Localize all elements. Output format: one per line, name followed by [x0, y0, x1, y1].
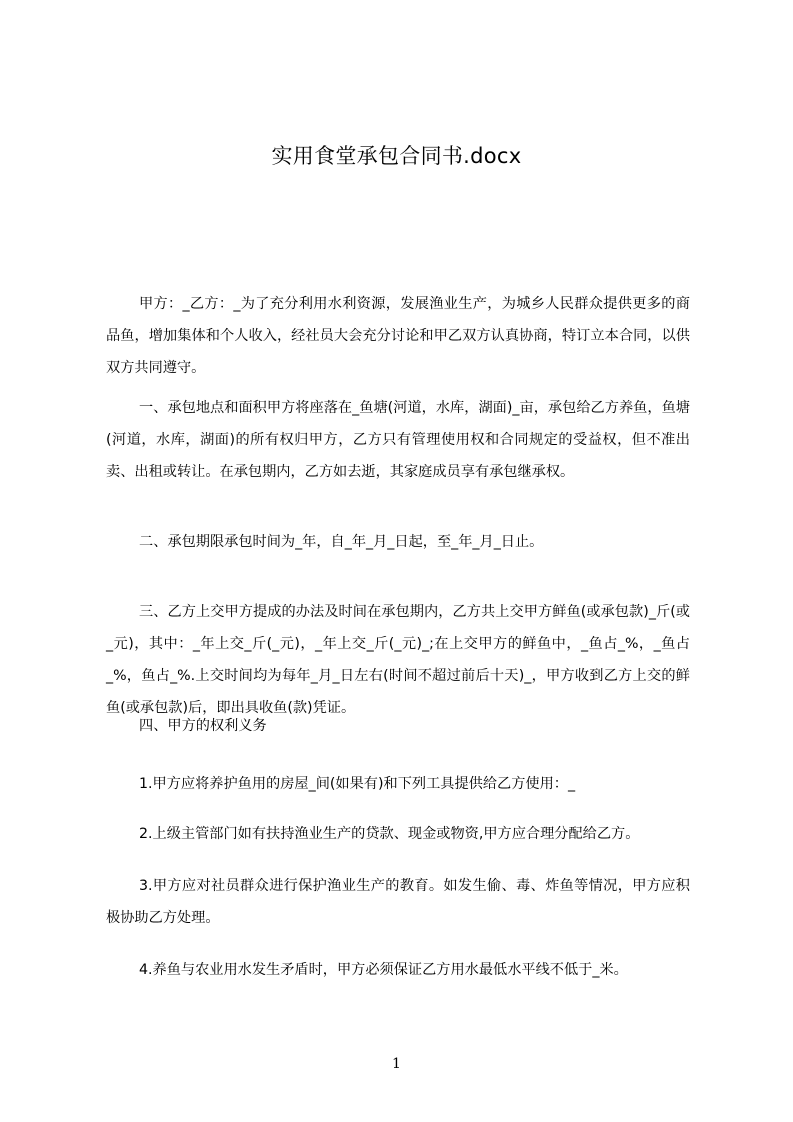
- paragraph-article-4-item-2: 2.上级主管部门如有扶持渔业生产的贷款、现金或物资,甲方应合理分配给乙方。: [139, 826, 640, 842]
- paragraph-article-1: 一、承包地点和面积甲方将座落在_鱼塘(河道，水库，湖面)_亩，承包给乙方养鱼，鱼塘(河道，水库，湖面)的所有权归甲方，乙方只有管理使用权和合同规定的受益权，但不准出卖、出租或转让。在承包期内，乙方如去逝，其家庭成员享有承包继承权。: [106, 400, 690, 480]
- paragraph-article-3: 三、乙方上交甲方提成的办法及时间在承包期内，乙方共上交甲方鲜鱼(或承包款)_斤(或_元)，其中：_年上交_斤(_元)，_年上交_斤(_元)_;在上交甲方的鲜鱼中，_鱼占_%，_鱼占_%，鱼占_%.上交时间均为每年_月_日左右(时间不超过前后十天)_，甲方收到乙方上交的鲜鱼(或承包款)后，即出具收鱼(款)凭证。: [106, 604, 690, 716]
- paragraph-article-4-item-1: 1.甲方应将养护鱼用的房屋_间(如果有)和下列工具提供给乙方使用：_: [139, 776, 576, 792]
- paragraph-preamble: 甲方：_乙方：_为了充分利用水利资源，发展渔业生产，为城乡人民群众提供更多的商品鱼，增加集体和个人收入，经社员大会充分讨论和甲乙双方认真协商，特订立本合同，以供双方共同遵守。: [106, 296, 690, 376]
- document-title: 实用食堂承包合同书.docx: [271, 144, 522, 168]
- paragraph-article-4-item-3: 3.甲方应对社员群众进行保护渔业生产的教育。如发生偷、毒、炸鱼等情况，甲方应积极协助乙方处理。: [106, 878, 690, 926]
- page-number: 1: [392, 1056, 401, 1072]
- paragraph-article-4-heading: 四、甲方的权利义务: [139, 718, 267, 734]
- paragraph-article-2: 二、承包期限承包时间为_年，自_年_月_日起，至_年_月_日止。: [139, 534, 544, 550]
- paragraph-article-4-item-4: 4.养鱼与农业用水发生矛盾时，甲方必须保证乙方用水最低水平线不低于_米。: [139, 962, 628, 978]
